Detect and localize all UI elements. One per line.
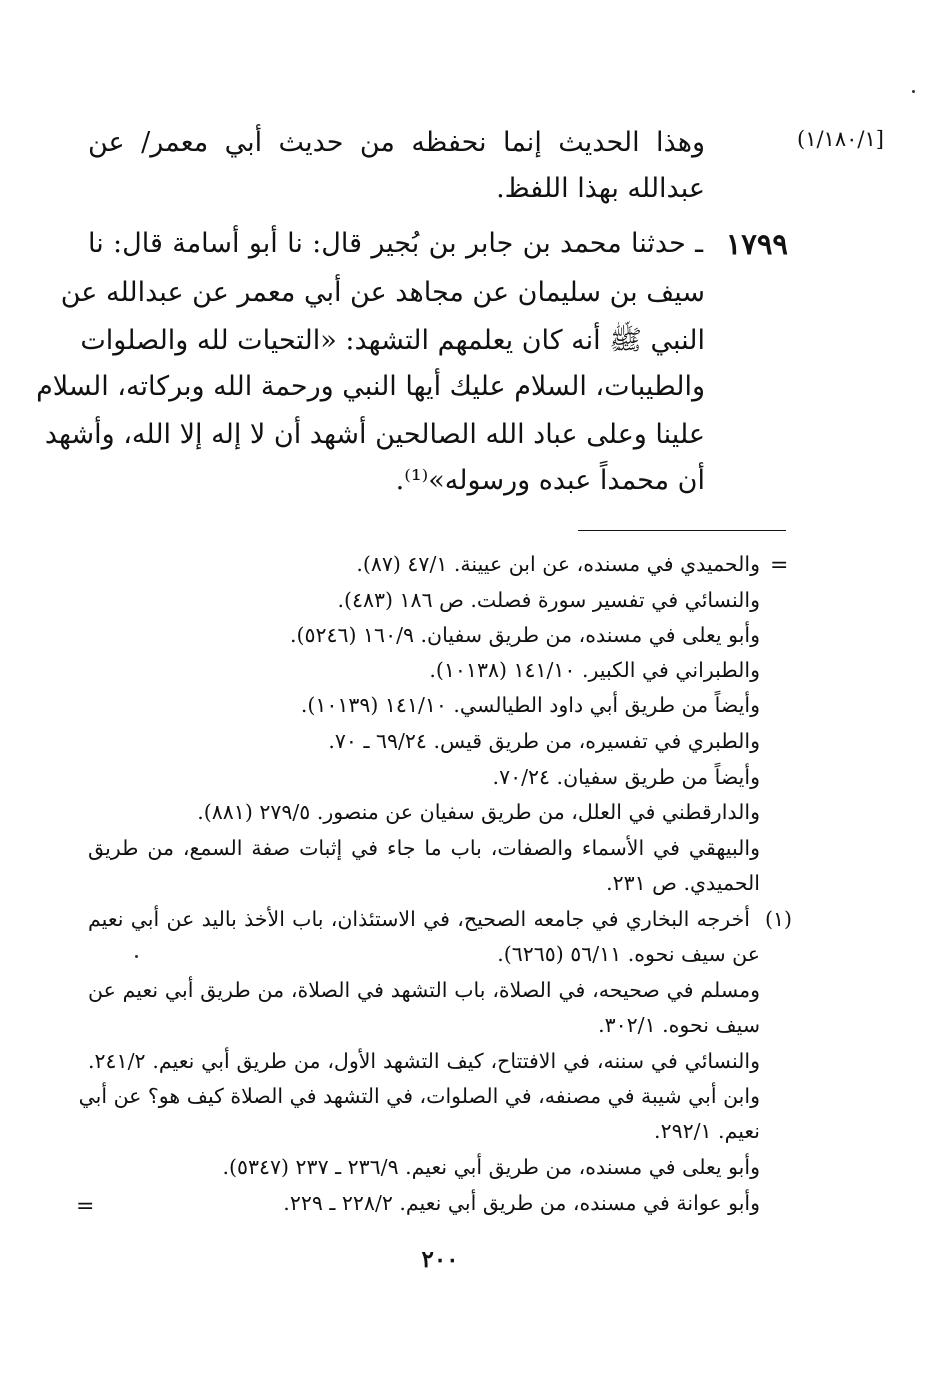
footnote-line: وأيضاً من طريق أبي داود الطيالسي. ١٤١/١٠ (١٠١٣٩). — [300, 693, 760, 717]
margin-reference: (١/١٨٠/١] — [797, 127, 884, 151]
hadith-text-line: أن محمداً عبده ورسوله»⁽¹⁾. — [395, 465, 705, 496]
hadith-text-line: والطيبات، السلام عليك أيها النبي ورحمة الله وبركاته، السلام — [36, 371, 705, 402]
hadith-number: ١٧٩٩ — [725, 227, 788, 261]
footnote-line: والدارقطني في العلل، من طريق سفيان عن منصور. ٢٧٩/٥ (٨٨١). — [197, 800, 760, 824]
hadith-text-line: سيف بن سليمان عن مجاهد عن أبي معمر عن عبدالله عن — [60, 277, 705, 308]
footnote-line: سيف نحوه. ٣٠٢/١. — [598, 1013, 760, 1037]
footnote-line: أخرجه البخاري في جامعه الصحيح، في الاستئذان، باب الأخذ باليد عن أبي نعيم — [88, 907, 750, 931]
continues-marker: = — [76, 1194, 95, 1219]
footnote-number: (١) — [764, 907, 792, 931]
hadith-text-line: ـ حدثنا محمد بن جابر بن بُجير قال: نا أبو أسامة قال: نا — [88, 228, 703, 259]
footnote-line: نعيم. ٢٩٢/١. — [654, 1119, 760, 1143]
hadith-text-line: النبي ﷺ أنه كان يعلمهم التشهد: «التحيات لله والصلوات — [80, 325, 705, 356]
footnote-line: عن سيف نحوه. ٥٦/١١ (٦٢٦٥). — [497, 942, 760, 966]
continued-marker: = — [770, 553, 789, 578]
footnote-line: وأبو يعلى في مسنده، من طريق سفيان. ١٦٠/٩ (٥٢٤٦). — [289, 623, 760, 647]
footnote-line: والنسائي في سننه، في الافتتاح، كيف التشهد الأول، من طريق أبي نعيم. ٢٤١/٢. — [88, 1049, 760, 1073]
footnote-line: والحميدي في مسنده، عن ابن عيينة. ٤٧/١ (٨٧). — [356, 552, 760, 576]
hadith-text-line: علينا وعلى عباد الله الصالحين أشهد أن لا إله إلا الله، وأشهد — [44, 419, 705, 450]
page-number: ٢٠٠ — [421, 1246, 459, 1273]
scan-speck — [912, 90, 915, 93]
footnote-line: والطبراني في الكبير. ١٤١/١٠ (١٠١٣٨). — [429, 658, 760, 682]
main-text-line: وهذا الحديث إنما نحفظه من حديث أبي معمر/ عن — [88, 127, 705, 158]
main-text-line: عبدالله بهذا اللفظ. — [496, 173, 705, 204]
scan-speck — [135, 955, 138, 958]
footnote-line: وأيضاً من طريق سفيان. ٧٠/٢٤. — [492, 765, 760, 789]
footnote-separator — [578, 530, 786, 531]
footnote-line: وابن أبي شيبة في مصنفه، في الصلوات، في التشهد في الصلاة كيف هو؟ عن أبي — [78, 1084, 760, 1108]
footnote-line: وأبو يعلى في مسنده، من طريق أبي نعيم. ٢٣٦/٩ ـ ٢٣٧ (٥٣٤٧). — [222, 1155, 760, 1179]
footnote-line: والنسائي في تفسير سورة فصلت. ص ١٨٦ (٤٨٣). — [337, 588, 760, 612]
footnote-line: وأبو عوانة في مسنده، من طريق أبي نعيم. ٢٢٨/٢ ـ ٢٢٩. — [283, 1191, 760, 1215]
footnote-line: والبيهقي في الأسماء والصفات، باب ما جاء في إثبات صفة السمع، من طريق — [88, 836, 760, 860]
footnote-line: والطبري في تفسيره، من طريق قيس. ٦٩/٢٤ ـ ٧٠. — [328, 729, 760, 753]
footnote-line: الحميدي. ص ٢٣١. — [606, 871, 760, 895]
footnote-line: ومسلم في صحيحه، في الصلاة، باب التشهد في الصلاة، من طريق أبي نعيم عن — [88, 978, 760, 1002]
